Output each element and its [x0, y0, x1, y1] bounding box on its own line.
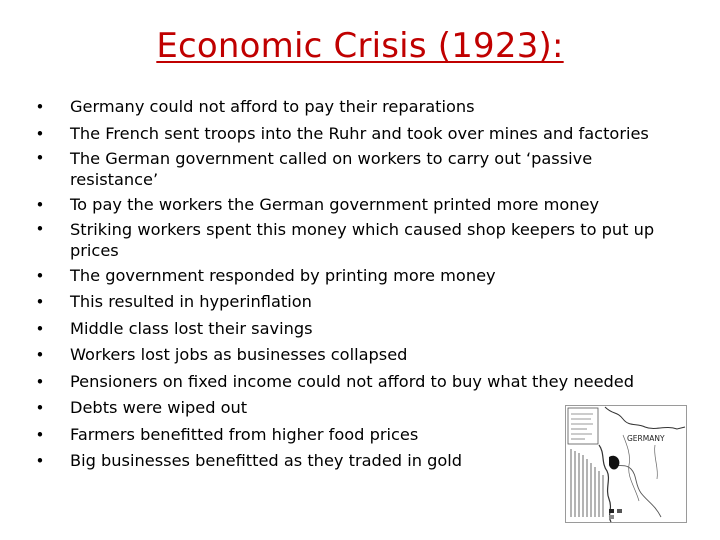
- list-item: [30, 219, 670, 261]
- bullet-icon: •: [37, 266, 43, 285]
- bullet-icon: •: [37, 372, 43, 391]
- list-item: [30, 264, 670, 288]
- list-item: [30, 193, 670, 217]
- bullet-icon: •: [37, 425, 43, 444]
- bullet-icon: •: [37, 149, 43, 167]
- list-item: [30, 370, 670, 394]
- bullet-icon: •: [37, 319, 43, 338]
- ruhr-map-image: [565, 405, 687, 523]
- list-item: [30, 122, 670, 146]
- bullet-text: Middle class lost their savings: [70, 318, 313, 338]
- bullet-icon: •: [37, 293, 43, 311]
- list-item: [30, 95, 670, 119]
- bullet-text: The government responded by printing more money: [70, 265, 496, 285]
- bullet-text: Big businesses benefitted as they traded in gold: [70, 451, 463, 470]
- list-item: [30, 343, 670, 367]
- bullet-icon: •: [37, 399, 43, 417]
- bullet-text: Workers lost jobs as businesses collapsed: [70, 345, 408, 364]
- bullet-text: Farmers benefitted from higher food prices: [70, 424, 419, 444]
- bullet-text: The French sent troops into the Ruhr and took over mines and factories: [70, 123, 649, 143]
- bullet-icon: •: [37, 124, 43, 143]
- bullet-icon: •: [37, 452, 43, 470]
- bullet-text: Germany could not afford to pay their reparations: [70, 97, 475, 116]
- bullet-icon: •: [37, 346, 43, 364]
- map-label: GERMANY: [627, 434, 665, 443]
- bullet-text: The German government called on workers to carry out ‘passive resistance’: [70, 149, 593, 189]
- bullet-text: Debts were wiped out: [70, 398, 248, 417]
- list-item: [30, 290, 670, 314]
- bullet-text: This resulted in hyperinflation: [70, 292, 312, 311]
- bullet-text: To pay the workers the German government printed more money: [70, 194, 600, 214]
- bullet-text: Pensioners on fixed income could not afford to buy what they needed: [70, 371, 635, 391]
- slide-title: Economic Crisis (1923):: [156, 26, 564, 66]
- bullet-text: Striking workers spent this money which caused shop keepers to put up prices: [70, 220, 655, 260]
- bullet-icon: •: [37, 98, 43, 116]
- list-item: [30, 148, 670, 190]
- bullet-icon: •: [37, 195, 43, 214]
- list-item: [30, 317, 670, 341]
- bullet-icon: •: [37, 220, 43, 238]
